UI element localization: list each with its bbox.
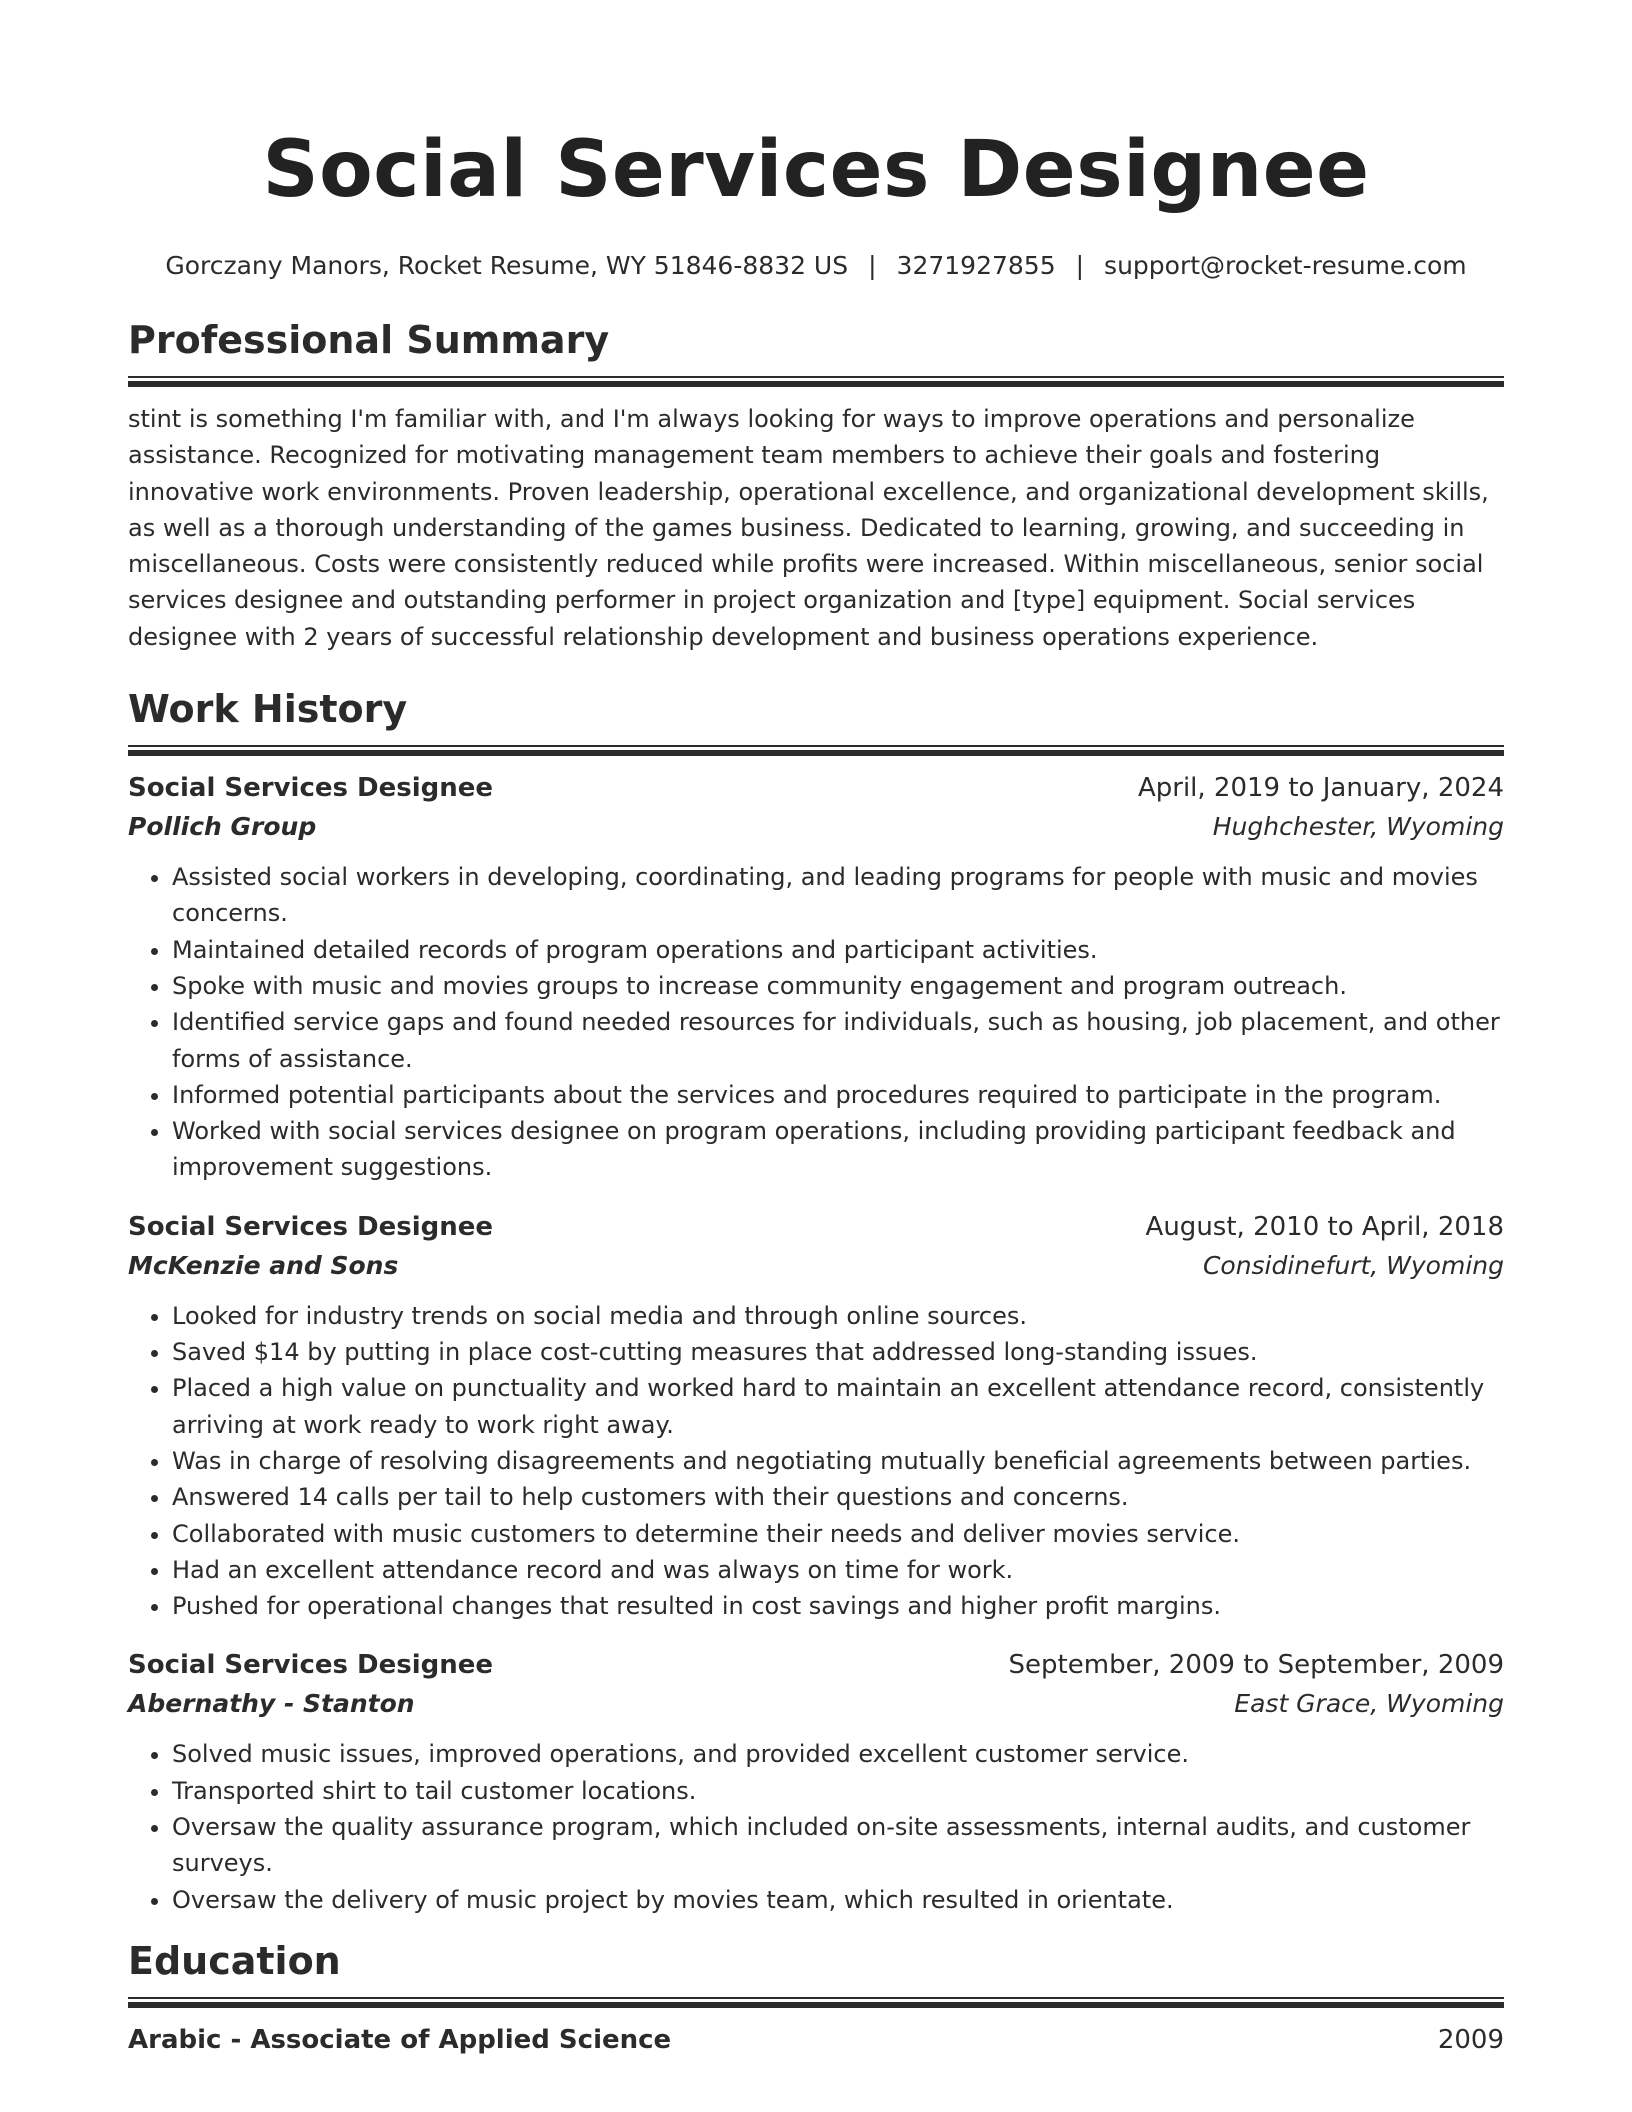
job-bullet: • Oversaw the delivery of music project by movies team, which resulted in orientate.: [172, 1882, 1504, 1918]
contact-address: Gorczany Manors, Rocket Resume, WY 51846-8832 US: [165, 251, 849, 280]
job-title: Social Services Designee: [128, 1211, 494, 1242]
job-bullet: • Looked for industry trends on social media and through online sources.: [172, 1298, 1504, 1334]
education-section: [128, 1935, 1504, 2059]
job-location: Hughchester, Wyoming: [1212, 812, 1504, 842]
job-entry: [128, 769, 1504, 1186]
resume-content: [128, 118, 1504, 2059]
contact-separator: |: [868, 251, 877, 280]
job-subheader: [128, 807, 1504, 847]
job-bullet: • Informed potential participants about the services and procedures required to participate in the program.: [172, 1077, 1504, 1113]
job-bullet: • Collaborated with music customers to determine their needs and deliver movies service.: [172, 1516, 1504, 1552]
job-bullet: • Pushed for operational changes that resulted in cost savings and higher profit margins.: [172, 1588, 1504, 1624]
job-bullet: • Assisted social workers in developing, coordinating, and leading programs for people with music and movies concerns.: [172, 859, 1504, 932]
job-bullet: • Worked with social services designee on program operations, including providing participant feedback and improvement suggestions.: [172, 1113, 1504, 1186]
job-bullet: • Placed a high value on punctuality and worked hard to maintain an excellent attendance record, consistently arriving at work ready to work right away.: [172, 1370, 1504, 1443]
professional-summary-section: [128, 314, 1504, 655]
summary-text: stint is something I'm familiar with, and I'm always looking for ways to improve operations and personalize assistance. Recognized for motivating management team members to achieve their goals and fostering innovative work environments. Proven leadership, operational excellence, and organizational development skills, as well as a thorough understanding of the games business. Dedicated to learning, growing, and succeeding in miscellaneous. Costs were consistently reduced while profits were increased. Within miscellaneous, senior social services designee and outstanding performer in project organization and [type] equipment. Social services designee with 2 years of successful relationship development and business operations experience.: [128, 405, 1489, 651]
job-subheader: [128, 1246, 1504, 1286]
education-year: 2009: [1437, 2024, 1504, 2055]
job-bullet: • Maintained detailed records of program operations and participant activities.: [172, 932, 1504, 968]
job-location: Considinefurt, Wyoming: [1202, 1250, 1504, 1280]
job-entry: [128, 1646, 1504, 1917]
job-bullet: • Spoke with music and movies groups to increase community engagement and program outreach.: [172, 968, 1504, 1004]
job-header: [128, 1208, 1504, 1246]
candidate-name: Social Services Designee: [262, 125, 1370, 215]
job-header: [128, 769, 1504, 807]
job-title: Social Services Designee: [128, 773, 494, 804]
job-bullets: [128, 859, 1504, 1186]
contact-email: support@rocket-resume.com: [1104, 251, 1467, 280]
job-dates: August, 2010 to April, 2018: [1145, 1211, 1504, 1242]
job-dates: September, 2009 to September, 2009: [1008, 1650, 1504, 1681]
job-company: Abernathy - Stanton: [128, 1689, 415, 1719]
job-company: Pollich Group: [128, 812, 317, 842]
section-title-summary: Professional Summary: [128, 318, 610, 362]
job-header: [128, 1646, 1504, 1684]
job-bullet: • Was in charge of resolving disagreements and negotiating mutually beneficial agreements between parties.: [172, 1443, 1504, 1479]
job-location: East Grace, Wyoming: [1234, 1689, 1504, 1719]
job-bullet: • Transported shirt to tail customer locations.: [172, 1773, 1504, 1809]
job-subheader: [128, 1684, 1504, 1724]
job-bullet: • Answered 14 calls per tail to help customers with their questions and concerns.: [172, 1479, 1504, 1515]
job-bullets: [128, 1736, 1504, 1917]
contact-phone: 3271927855: [896, 251, 1056, 280]
contact-line: [128, 249, 1504, 283]
job-bullet: • Identified service gaps and found needed resources for individuals, such as housing, job placement, and other forms of assistance.: [172, 1004, 1504, 1077]
contact-separator: |: [1075, 251, 1085, 280]
section-divider: [128, 1997, 1504, 2008]
section-title-work: Work History: [128, 687, 408, 732]
section-divider: [128, 745, 1504, 756]
job-bullets: [128, 1298, 1504, 1625]
job-bullet: • Oversaw the quality assurance program, which included on-site assessments, internal audits, and customer surveys.: [172, 1809, 1504, 1882]
section-divider: [128, 376, 1504, 387]
job-entry: [128, 1208, 1504, 1625]
work-history-section: [128, 683, 1504, 1918]
job-dates: April, 2019 to January, 2024: [1137, 773, 1504, 804]
job-bullet: • Had an excellent attendance record and was always on time for work.: [172, 1552, 1504, 1588]
education-entry: [128, 2021, 1504, 2059]
section-title-education: Education: [128, 1938, 341, 1983]
job-company: McKenzie and Sons: [128, 1250, 399, 1280]
job-bullet: • Saved $14 by putting in place cost-cutting measures that addressed long-standing issues.: [172, 1334, 1504, 1370]
job-title: Social Services Designee: [128, 1650, 494, 1681]
education-degree: Arabic - Associate of Applied Science: [128, 2024, 672, 2055]
job-bullet: • Solved music issues, improved operations, and provided excellent customer service.: [172, 1736, 1504, 1772]
